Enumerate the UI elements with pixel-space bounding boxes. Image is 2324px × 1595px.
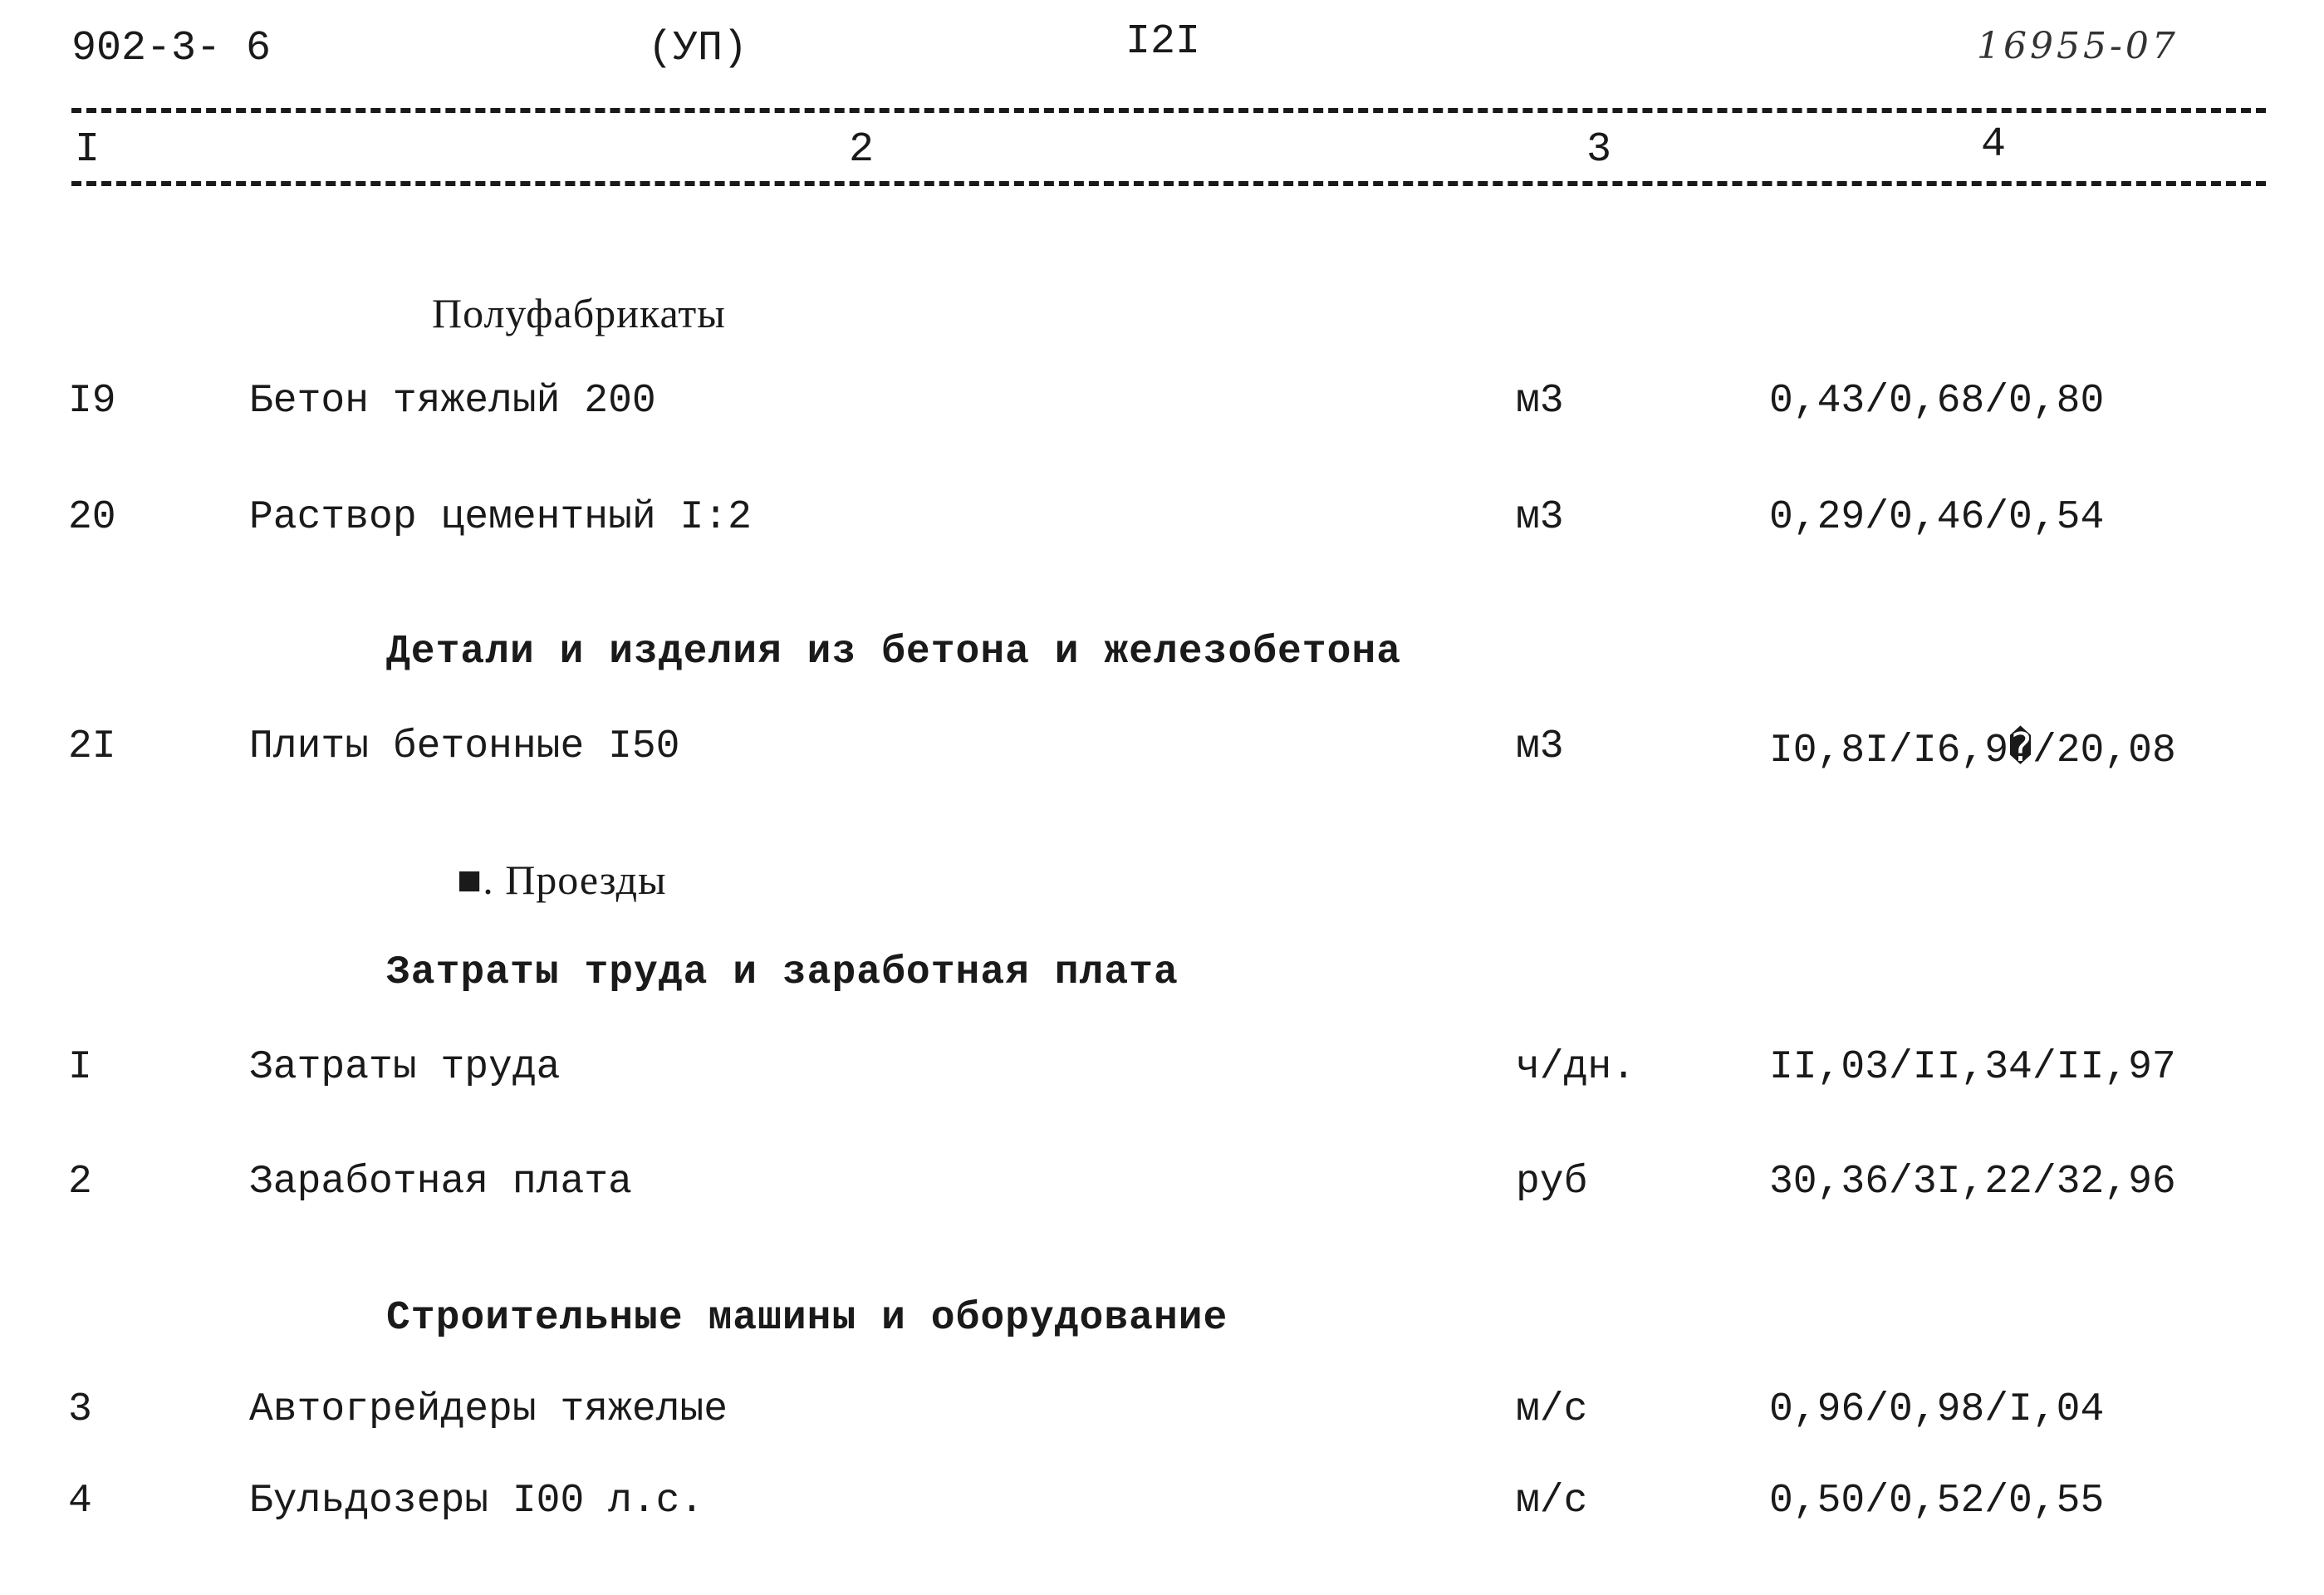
row-value: II,03/II,34/II,97 (1769, 1045, 2176, 1090)
dashed-divider-bottom (71, 181, 2266, 186)
row-name: Бетон тяжелый 200 (249, 379, 656, 424)
row-unit: руб (1516, 1160, 1588, 1205)
page-number: I2I (1125, 18, 1201, 66)
row-value: 0,29/0,46/0,54 (1769, 495, 2105, 540)
row-number: 3 (68, 1387, 92, 1432)
row-name: Заработная плата (249, 1160, 632, 1205)
dashed-divider-top (71, 108, 2266, 113)
table-row (0, 1479, 2324, 1529)
section-title-machinery: Строительные машины и оборудование (386, 1296, 1228, 1341)
row-number: 4 (68, 1479, 92, 1524)
column-number-3: 3 (1586, 126, 1612, 174)
column-number-2: 2 (849, 126, 875, 174)
row-value: I0,8I/I6,9�/20,08 (1769, 729, 2176, 773)
row-name: Затраты труда (249, 1045, 561, 1090)
column-number-4: 4 (1981, 121, 2007, 169)
row-unit: ч/дн. (1516, 1045, 1636, 1090)
handwritten-number: 16955-07 (1977, 25, 2179, 67)
document-code: 902-3- 6 (71, 25, 272, 72)
row-unit: м3 (1516, 495, 1564, 540)
row-value: 0,43/0,68/0,80 (1769, 379, 2105, 424)
row-number: I (68, 1045, 92, 1090)
row-unit: м/с (1516, 1479, 1588, 1524)
table-row (0, 495, 2324, 545)
row-value: 0,96/0,98/I,04 (1769, 1387, 2105, 1432)
document-type: (УП) (648, 25, 748, 72)
row-number: I9 (68, 379, 116, 424)
row-unit: м/с (1516, 1387, 1588, 1432)
section-title-labor-wages: Затраты труда и заработная плата (386, 950, 1179, 995)
row-value: 0,50/0,52/0,55 (1769, 1479, 2105, 1524)
row-name: Раствор цементный I:2 (249, 495, 752, 540)
row-number: 2 (68, 1160, 92, 1205)
row-unit: м3 (1516, 379, 1564, 424)
table-row (0, 1160, 2324, 1210)
row-name: Плиты бетонные I50 (249, 724, 680, 769)
row-number: 20 (68, 495, 116, 540)
row-number: 2I (68, 724, 116, 769)
row-unit: м3 (1516, 724, 1564, 769)
table-row (0, 379, 2324, 429)
column-number-1: I (75, 126, 101, 174)
section-title-concrete-parts: Детали и изделия из бетона и железобетона (386, 630, 1401, 675)
section-title-semifinished: Полуфабрикаты (432, 290, 726, 336)
row-name: Автогрейдеры тяжелые (249, 1387, 728, 1432)
table-row (0, 1387, 2324, 1437)
row-value: 30,36/3I,22/32,96 (1769, 1160, 2176, 1205)
section-title-driveways: ■. Проезды (457, 856, 667, 903)
row-name: Бульдозеры I00 л.с. (249, 1479, 704, 1524)
table-row (0, 724, 2324, 774)
table-row (0, 1045, 2324, 1095)
